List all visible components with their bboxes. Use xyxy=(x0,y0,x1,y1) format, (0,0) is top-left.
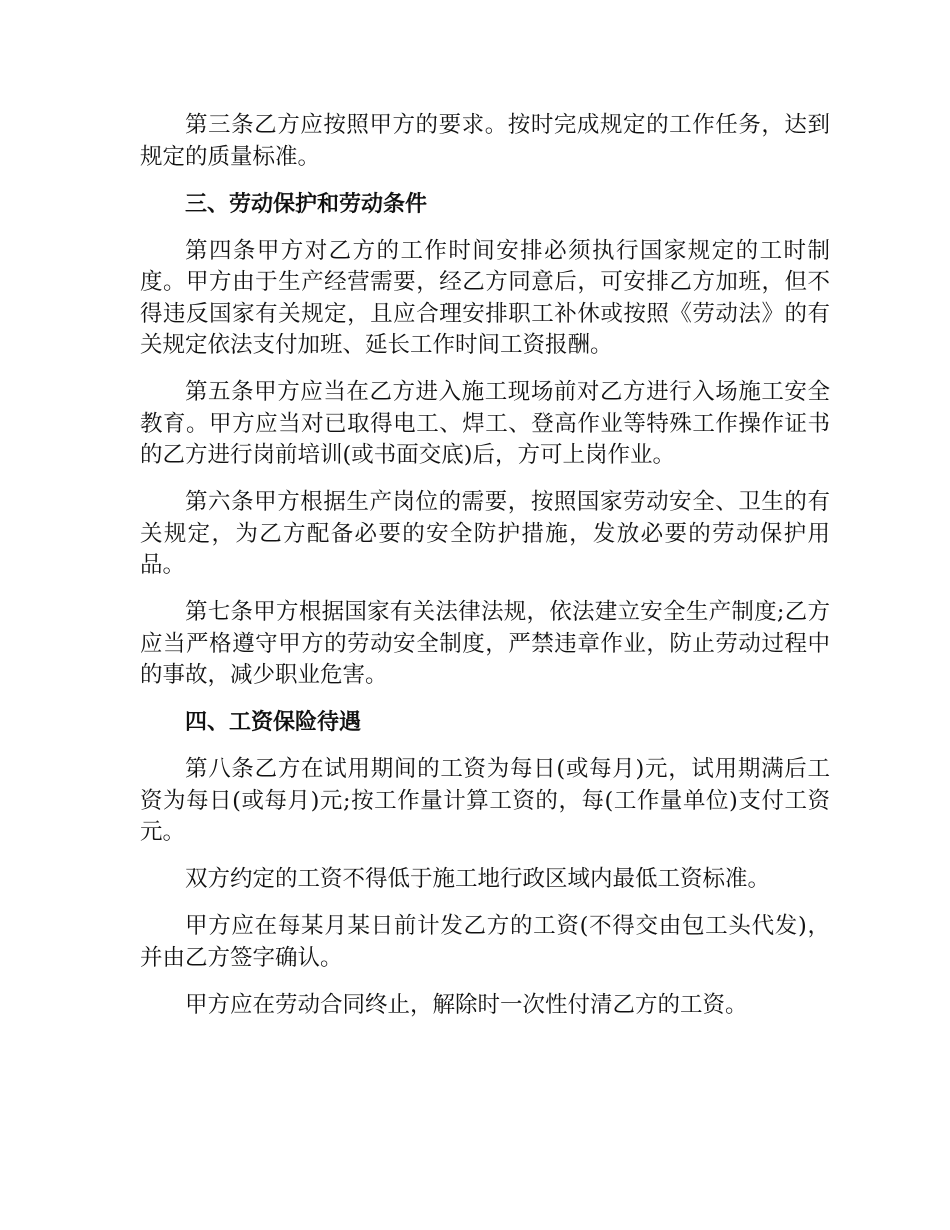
clause-3: 第三条乙方应按照甲方的要求。按时完成规定的工作任务，达到规定的质量标准。 xyxy=(140,112,830,170)
wage-payment-paragraph: 甲方应在每某月某日前计发乙方的工资(不得交由包工头代发)，并由乙方签字确认。 xyxy=(140,913,830,971)
clause-6: 第六条甲方根据生产岗位的需要，按照国家劳动安全、卫生的有关规定，为乙方配备必要的安全防护措施，发放必要的劳动保护用品。 xyxy=(140,489,830,578)
section-heading-3: 三、劳动保护和劳动条件 xyxy=(185,191,428,217)
clause-5: 第五条甲方应当在乙方进入施工现场前对乙方进行入场施工安全教育。甲方应当对已取得电工、焊工、登高作业等特殊工作操作证书的乙方进行岗前培训(或书面交底)后，方可上岗作业。 xyxy=(140,379,830,468)
section-heading-4: 四、工资保险待遇 xyxy=(185,710,362,735)
document-page xyxy=(140,110,830,1037)
wage-settlement-paragraph: 甲方应在劳动合同终止，解除时一次性付清乙方的工资。 xyxy=(185,991,748,1018)
wage-minimum-paragraph: 双方约定的工资不得低于施工地行政区域内最低工资标准。 xyxy=(185,866,771,892)
clause-8: 第八条乙方在试用期间的工资为每日(或每月)元，试用期满后工资为每日(或每月)元;按工作量计算工资的，每(工作量单位)支付工资元。 xyxy=(140,756,830,845)
clause-7: 第七条甲方根据国家有关法律法规，依法建立安全生产制度;乙方应当严格遵守甲方的劳动安全制度，严禁违章作业，防止劳动过程中的事故，减少职业危害。 xyxy=(140,599,830,688)
clause-4: 第四条甲方对乙方的工作时间安排必须执行国家规定的工时制度。甲方由于生产经营需要，经乙方同意后，可安排乙方加班，但不得违反国家有关规定，且应合理安排职工补休或按照《劳动法》的有关规定依法支付加班、延长工作时间工资报酬。 xyxy=(140,237,830,358)
